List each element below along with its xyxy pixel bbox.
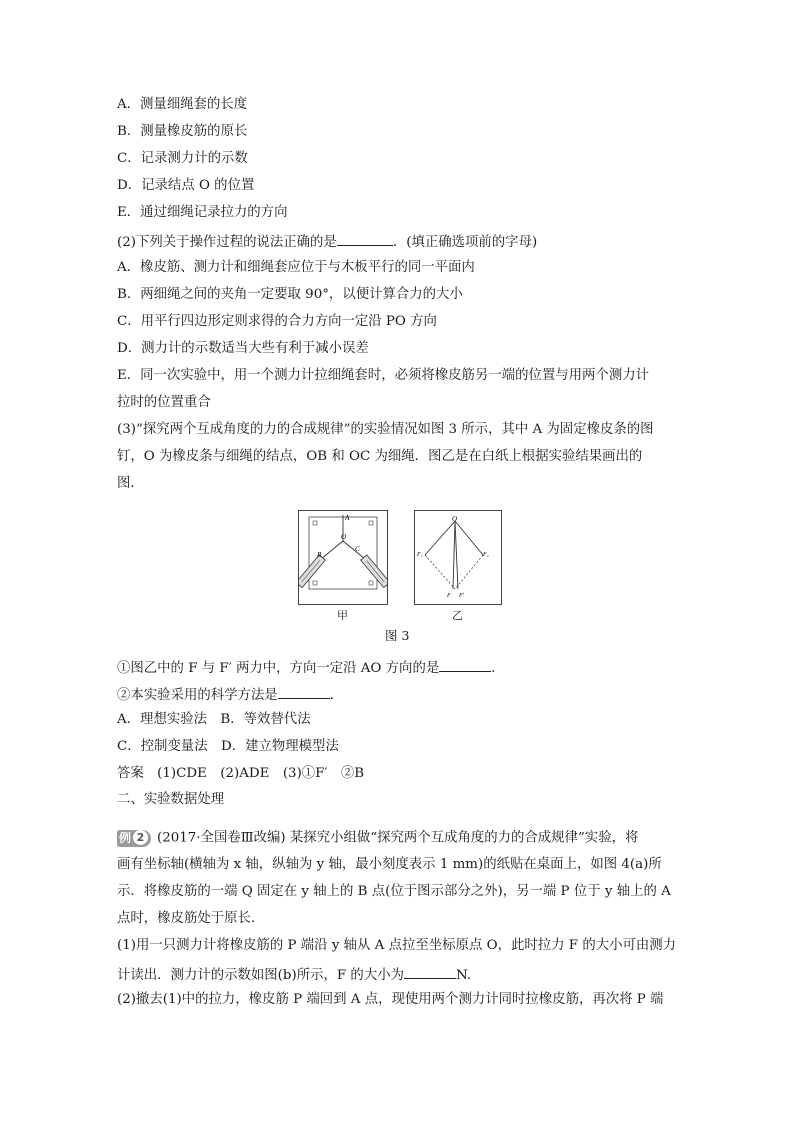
label-f1: F₁ <box>417 552 423 558</box>
question-2-suffix: ．(填正确选项前的字母) <box>392 235 538 250</box>
example-text: (2017·全国卷Ⅲ改编) 某探究小组做“探究两个互成角度的力的合成规律”实验，将 <box>157 830 639 846</box>
label-f-prime: F′ <box>459 593 464 599</box>
example-line-blank <box>117 964 471 985</box>
figure-caption: 图 3 <box>385 628 410 643</box>
sub-question-1 <box>117 657 505 678</box>
option-line: E．同一次实验中，用一个测力计拉细绳套时，必须将橡皮筋另一端的位置与用两个测力计 <box>117 368 650 383</box>
option-line: A．橡皮筋、测力计和细绳套应位于与木板平行的同一平面内 <box>117 260 475 275</box>
question-2 <box>117 231 537 252</box>
answer-line: 答案 (1)CDE (2)ADE (3)①F′ ②B <box>117 766 365 781</box>
option-line: 拉时的位置重合 <box>117 395 211 410</box>
label-o: O <box>452 515 458 523</box>
label-a: A <box>345 514 350 522</box>
figure-apparatus <box>298 510 388 605</box>
question-3-line: 图． <box>117 476 144 491</box>
answer-blank <box>278 684 330 699</box>
figure-right-caption: 乙 <box>452 609 463 622</box>
question-3-line: 钉，O 为橡皮条与细绳的结点，OB 和 OC 为细绳．图乙是在白纸上根据实验结果画出的 <box>117 449 643 464</box>
sub-question-1-prefix: ①图乙中的 F 与 F′ 两力中，方向一定沿 AO 方向的是 <box>117 661 440 676</box>
answer-blank <box>404 964 456 979</box>
option-line: A．测量细绳套的长度 <box>117 97 248 112</box>
example-unit: N. <box>456 968 472 983</box>
figure-left-caption: 甲 <box>337 609 348 622</box>
option-line: C．用平行四边形定则求得的合力方向一定沿 PO 方向 <box>117 314 437 329</box>
example-text: 计读出．测力计的示数如图(b)所示，F 的大小为 <box>117 968 404 983</box>
example-line-1 <box>117 829 638 848</box>
example-badge <box>117 829 151 847</box>
example-line: 画有坐标轴(横轴为 x 轴，纵轴为 y 轴，最小刻度表示 1 mm)的纸贴在桌面上，如图 4(a)所 <box>117 857 662 872</box>
option-line: E．通过细绳记录拉力的方向 <box>117 205 288 220</box>
option-line: A．理想实验法 B．等效替代法 <box>117 712 311 727</box>
question-2-prefix: (2)下列关于操作过程的说法正确的是 <box>117 235 337 250</box>
example-line: (2)撤去(1)中的拉力，橡皮筋 P 端回到 A 点，现使用两个测力计同时拉橡皮筋，再次将 P 端 <box>117 992 664 1007</box>
example-badge-number: 2 <box>133 830 148 845</box>
sub-question-2-prefix: ②本实验采用的科学方法是 <box>117 688 278 703</box>
force-diagram <box>415 511 501 604</box>
option-line: B．测量橡皮筋的原长 <box>117 124 248 139</box>
option-line: B．两细绳之间的夹角一定要取 90°，以便计算合力的大小 <box>117 287 463 302</box>
figure-force-diagram <box>414 510 502 605</box>
label-f: F <box>447 593 451 599</box>
option-line: C．记录测力计的示数 <box>117 151 248 166</box>
answer-blank <box>439 657 491 672</box>
example-line: 点时，橡皮筋处于原长． <box>117 911 265 926</box>
answer-blank <box>337 231 393 246</box>
option-line: D．测力计的示数适当大些有利于减小误差 <box>117 341 369 356</box>
label-c: C <box>355 545 360 553</box>
sub-question-2-suffix: ． <box>329 688 344 703</box>
option-line: C．控制变量法 D．建立物理模型法 <box>117 739 339 754</box>
example-line: (1)用一只测力计将橡皮筋的 P 端沿 y 轴从 A 点拉至坐标原点 O，此时拉力 F 的大小可由测力 <box>117 938 677 953</box>
sub-question-1-suffix: ． <box>491 661 505 676</box>
sub-question-2 <box>117 684 343 705</box>
label-f2: F₂ <box>483 552 489 558</box>
example-line: 示．将橡皮筋的一端 Q 固定在 y 轴上的 B 点(位于图示部分之外)，另一端 P 位于 y 轴上的 A <box>117 884 671 899</box>
label-b: B <box>317 551 322 559</box>
option-line: D．记录结点 O 的位置 <box>117 178 255 193</box>
section-heading: 二、实验数据处理 <box>117 792 225 807</box>
question-3-line: (3)“探究两个互成角度的力的合成规律”的实验情况如图 3 所示，其中 A 为固定橡皮条的图 <box>117 422 654 437</box>
example-badge-label: 例 <box>119 831 132 845</box>
apparatus-diagram <box>299 511 387 604</box>
label-o: O <box>341 533 347 541</box>
